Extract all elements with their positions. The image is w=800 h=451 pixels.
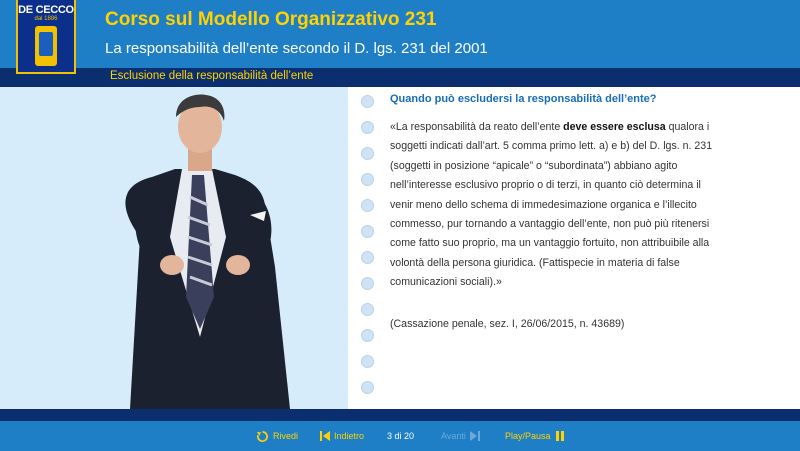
binder-ring-icon xyxy=(361,355,374,368)
de-cecco-logo xyxy=(16,0,76,74)
binder-ring-icon xyxy=(361,329,374,342)
quote-text-start: «La responsabilità da reato dell’ente xyxy=(390,121,564,133)
binder-ring-icon xyxy=(361,147,374,160)
indietro-button[interactable] xyxy=(320,427,364,445)
pasta-package-icon xyxy=(35,26,57,66)
avanti-button[interactable] xyxy=(441,427,480,445)
binder-ring-icon xyxy=(361,303,374,316)
header-bar xyxy=(0,0,800,68)
binder-ring-icon xyxy=(361,251,374,264)
quote-text xyxy=(390,118,715,293)
binder-ring-icon xyxy=(361,95,374,108)
quote-emphasis: deve essere esclusa xyxy=(563,121,666,133)
course-title: Corso sul Modello Organizzativo 231 xyxy=(105,9,437,30)
binder-ring-icon xyxy=(361,121,374,134)
play-pause-button[interactable] xyxy=(505,427,565,445)
slide-counter: 3 di 20 xyxy=(387,431,415,441)
rivedi-label: Rivedi xyxy=(273,431,299,441)
play-pause-label: Play/Pausa xyxy=(505,431,551,441)
indietro-label: Indietro xyxy=(334,431,365,441)
pause-icon xyxy=(555,430,565,442)
section-bar xyxy=(0,68,800,87)
binder-ring-icon xyxy=(361,173,374,186)
presenter-figure xyxy=(0,87,348,409)
logo-tagline: dal 1886 xyxy=(34,16,58,22)
skip-back-icon xyxy=(320,430,330,442)
lesson-subtitle: La responsabilità dell’ente secondo il D. lgs. 231 del 2001 xyxy=(105,40,488,57)
binder-ring-icon xyxy=(361,277,374,290)
binder-ring-icon xyxy=(361,381,374,394)
avanti-label: Avanti xyxy=(441,431,466,441)
binder-ring-icon xyxy=(361,199,374,212)
rivedi-button[interactable] xyxy=(256,427,298,445)
binder-ring-icon xyxy=(361,225,374,238)
citation-text: (Cassazione penale, sez. I, 26/06/2015, n. 43689) xyxy=(390,318,625,330)
skip-forward-icon xyxy=(470,430,480,442)
quote-text-end: qualora i soggetti indicati dall’art. 5 comma primo lett. a) e b) del D. lgs. n. 231 (soggetti in posizione “apicale” o “subordinata”) abbiano agito nell’interesse esclusivo proprio o di terzi, in quanto ciò determina il venir meno dello schema di immedesimazione organica e l’illecito commesso, pur tornando a vantaggio dell’ente, non può più ritenersi come fatto suo proprio, ma un vantaggio fortuito, non attribuibile alla volontà della persona giuridica. (Fattispecie in materia di false comunicazioni sociali).» xyxy=(390,121,713,289)
video-panel xyxy=(0,87,348,409)
logo-brand: DE CECCO xyxy=(18,4,74,16)
question-heading: Quando può escludersi la responsabilità dell’ente? xyxy=(390,93,657,105)
footer-divider xyxy=(0,409,800,421)
player-controls xyxy=(0,421,800,451)
section-label: Esclusione della responsabilità dell’ente xyxy=(110,70,314,82)
replay-icon xyxy=(256,430,269,443)
